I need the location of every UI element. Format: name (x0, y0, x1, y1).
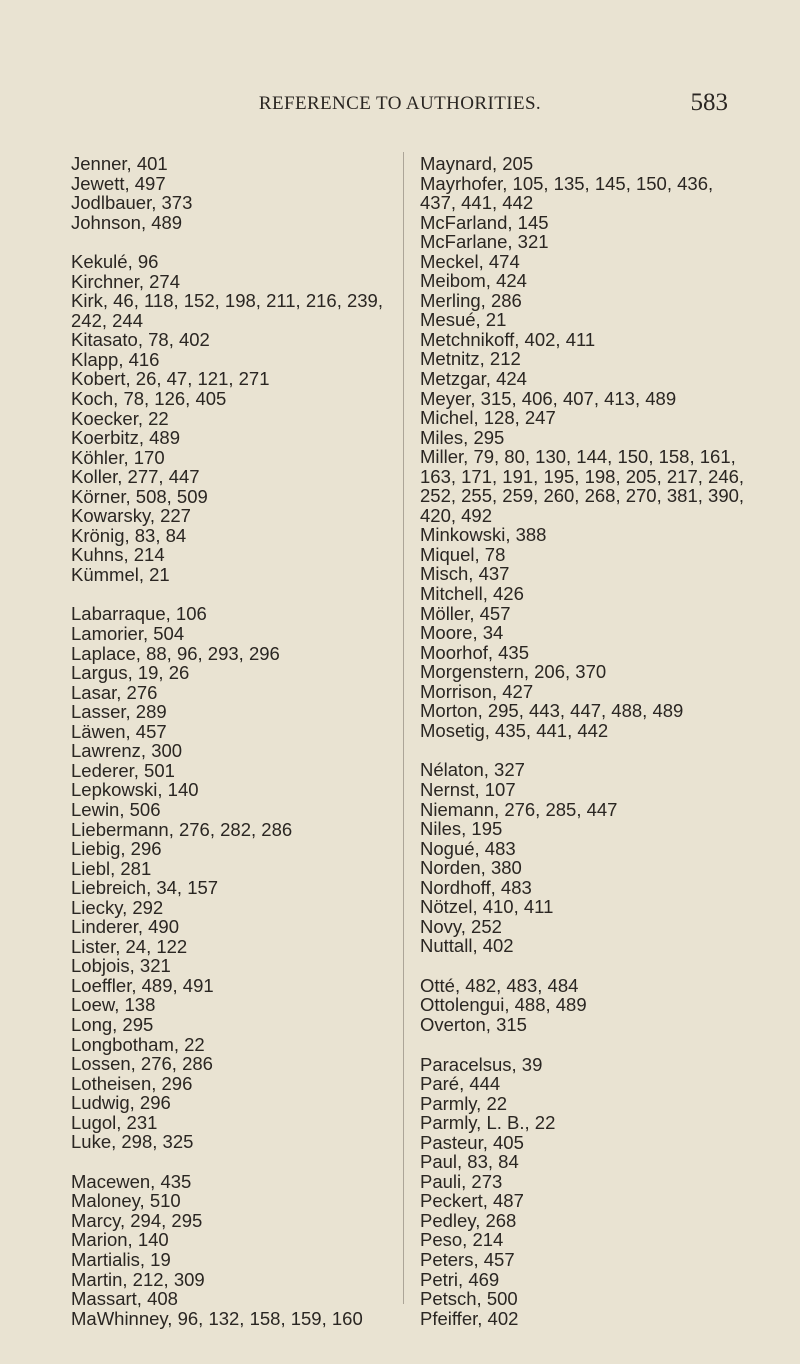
index-entry-text: Paré, 444 (420, 1073, 501, 1095)
index-entry-text: Labarraque, 106 (71, 603, 207, 625)
index-entry-text: Nordhoff, 483 (420, 876, 532, 898)
index-entry (71, 663, 396, 683)
index-entry (420, 780, 750, 800)
index-entry-text: Loeffler, 489, 491 (71, 974, 214, 996)
index-entry (71, 956, 396, 976)
index-entry-text: Parmly, 22 (420, 1092, 508, 1114)
index-entry-text: Kirk, 46, 118, 152, 198, 211, 216, 239, (71, 290, 383, 312)
index-entry-text: Metzgar, 424 (420, 368, 527, 390)
index-entry (71, 487, 396, 507)
index-entry-text: Pfeiffer, 402 (420, 1307, 519, 1329)
index-entry (420, 800, 750, 820)
index-entry-text: Jodlbauer, 373 (71, 192, 193, 214)
index-entry (420, 1074, 750, 1094)
index-entry-text: Johnson, 489 (71, 211, 183, 233)
index-entry-text: Jenner, 401 (71, 153, 168, 174)
index-entry-continuation: 437, 441, 442 (420, 192, 534, 214)
index-entry-text: Liebig, 296 (71, 838, 162, 860)
index-entry-text: Meyer, 315, 406, 407, 413, 489 (420, 387, 677, 409)
index-entry (420, 623, 750, 643)
index-entry-text: Meckel, 474 (420, 250, 520, 272)
index-entry (420, 1250, 750, 1270)
index-entry-text: Miller, 79, 80, 130, 144, 150, 158, 161, (420, 446, 736, 468)
index-entry-text: Liebermann, 276, 282, 286 (71, 818, 293, 840)
index-entry-text: Lotheisen, 296 (71, 1072, 193, 1094)
index-entry (71, 1093, 396, 1113)
index-entry-continuation: 242, 244 (71, 309, 144, 331)
index-entry (420, 310, 750, 330)
index-entry-text: Novy, 252 (420, 915, 502, 937)
index-entry-text: Läwen, 457 (71, 720, 167, 742)
index-entry-text: Mitchell, 426 (420, 583, 524, 605)
index-entry-text: Moorhof, 435 (420, 641, 530, 663)
index-entry-text: MaWhinney, 96, 132, 158, 159, 160 (71, 1307, 363, 1329)
index-entry (420, 643, 750, 663)
index-entry (420, 878, 750, 898)
index-entry (420, 701, 750, 721)
index-entry (420, 1152, 750, 1172)
index-entry-text: Kümmel, 21 (71, 563, 170, 585)
index-entry (71, 761, 396, 781)
index-entry (420, 721, 750, 741)
index-entry (420, 662, 750, 682)
index-entry-text: Laplace, 88, 96, 293, 296 (71, 642, 280, 664)
index-entry (420, 1113, 750, 1133)
index-entry-text: McFarland, 145 (420, 211, 549, 233)
index-entry (420, 1289, 750, 1309)
section-gap (420, 1035, 750, 1055)
index-entry-text: Peckert, 487 (420, 1190, 524, 1212)
index-entry-text: Longbotham, 22 (71, 1033, 205, 1055)
running-head: REFERENCE TO AUTHORITIES. (258, 93, 542, 114)
index-entry (71, 976, 396, 996)
index-entry (71, 252, 396, 272)
index-entry-text: Kirchner, 274 (71, 270, 181, 292)
index-entry (420, 995, 750, 1015)
index-entry-text: Michel, 128, 247 (420, 407, 556, 429)
index-entry (420, 1270, 750, 1290)
index-entry-text: Martialis, 19 (71, 1248, 171, 1270)
section-gap (71, 232, 396, 252)
index-entry (420, 839, 750, 859)
index-entry (420, 349, 750, 369)
index-entry-text: Nernst, 107 (420, 778, 516, 800)
index-entry (420, 819, 750, 839)
index-entry-text: Körner, 508, 509 (71, 485, 208, 507)
index-entry-continuation: 163, 171, 191, 195, 198, 205, 217, 246, (420, 465, 745, 487)
index-entry-text: Pedley, 268 (420, 1209, 517, 1231)
index-entry-text: Lawrenz, 300 (71, 740, 183, 762)
index-entry (71, 1074, 396, 1094)
index-entry (71, 389, 396, 409)
index-entry (71, 1054, 396, 1074)
index-entry (420, 213, 750, 233)
index-entry-text: Köhler, 170 (71, 446, 165, 468)
index-entry-text: Misch, 437 (420, 563, 510, 585)
index-entry-text: Peso, 214 (420, 1229, 504, 1251)
index-entry-text: Miles, 295 (420, 426, 505, 448)
index-entry-text: Overton, 315 (420, 1013, 527, 1035)
index-entry (71, 1113, 396, 1133)
index-entry (420, 1055, 750, 1075)
index-entry-text: Petri, 469 (420, 1268, 500, 1290)
index-entry-text: Lamorier, 504 (71, 623, 185, 645)
index-entry (420, 271, 750, 291)
index-entry-text: Möller, 457 (420, 602, 511, 624)
index-entry-text: Liecky, 292 (71, 896, 164, 918)
index-entry (420, 936, 750, 956)
column-divider (403, 152, 404, 1304)
index-entry-text: Lepkowski, 140 (71, 779, 199, 801)
index-entry-text: Lasser, 289 (71, 701, 167, 723)
index-entry (71, 174, 396, 194)
index-entry (71, 839, 396, 859)
index-entry-text: Kekulé, 96 (71, 251, 159, 273)
index-entry (71, 741, 396, 761)
index-entry (71, 428, 396, 448)
index-entry (420, 252, 750, 272)
index-entry (71, 1191, 396, 1211)
index-entry-text: Parmly, L. B., 22 (420, 1112, 556, 1134)
index-entry (420, 1133, 750, 1153)
index-entry-text: Maloney, 510 (71, 1190, 181, 1212)
index-entry-text: Marcy, 294, 295 (71, 1209, 203, 1231)
index-entry (71, 409, 396, 429)
index-entry-text: Merling, 286 (420, 289, 522, 311)
index-entry-text: Liebl, 281 (71, 857, 152, 879)
index-entry (71, 820, 396, 840)
index-entry (420, 1094, 750, 1114)
index-entry-text: Ludwig, 296 (71, 1092, 171, 1114)
index-entry (71, 1132, 396, 1152)
index-entry (420, 545, 750, 565)
index-entry-text: Lewin, 506 (71, 798, 161, 820)
index-entry (71, 859, 396, 879)
index-entry-text: Metchnikoff, 402, 411 (420, 328, 596, 350)
index-entry-text: Niles, 195 (420, 818, 503, 840)
index-entry-text: Maynard, 205 (420, 153, 534, 174)
index-entry (420, 1230, 750, 1250)
index-entry (71, 330, 396, 350)
index-entry (71, 467, 396, 487)
index-entry-text: Long, 295 (71, 1013, 154, 1035)
index-entry (420, 525, 750, 545)
index-entry-text: Paul, 83, 84 (420, 1151, 519, 1173)
section-gap (71, 584, 396, 604)
index-entry (71, 995, 396, 1015)
index-entry (71, 369, 396, 389)
index-entry (71, 604, 396, 624)
index-entry (71, 917, 396, 937)
index-entry-text: Martin, 212, 309 (71, 1268, 205, 1290)
index-entry-text: Largus, 19, 26 (71, 662, 190, 684)
index-entry (71, 213, 396, 233)
index-entry (420, 976, 750, 996)
index-entry (71, 193, 396, 213)
index-entry (420, 389, 750, 409)
index-entry-text: Petsch, 500 (420, 1288, 518, 1310)
index-column-right (420, 154, 750, 1328)
index-entry-text: Lugol, 231 (71, 1111, 158, 1133)
index-entry (420, 917, 750, 937)
index-entry (71, 1289, 396, 1309)
index-entry (71, 1015, 396, 1035)
index-entry-text: Miquel, 78 (420, 543, 506, 565)
index-entry-text: Massart, 408 (71, 1288, 178, 1310)
index-entry (420, 174, 750, 213)
index-entry-text: Luke, 298, 325 (71, 1131, 194, 1153)
section-gap (420, 740, 750, 760)
index-entry-text: Moore, 34 (420, 622, 504, 644)
index-entry (71, 1270, 396, 1290)
index-entry-text: Linderer, 490 (71, 916, 180, 938)
index-entry (71, 683, 396, 703)
index-entry (71, 272, 396, 292)
index-entry (71, 878, 396, 898)
section-gap (420, 956, 750, 976)
index-entry-text: Nötzel, 410, 411 (420, 896, 554, 918)
index-entry-text: Liebreich, 34, 157 (71, 877, 219, 899)
index-entry (420, 428, 750, 448)
index-entry-text: Nuttall, 402 (420, 935, 514, 957)
index-entry (71, 1230, 396, 1250)
index-entry (71, 154, 396, 174)
index-entry (71, 545, 396, 565)
index-column-left (71, 154, 396, 1328)
index-entry-continuation: 252, 255, 259, 260, 268, 270, 381, 390, (420, 485, 745, 507)
index-entry (71, 350, 396, 370)
index-entry-text: Klapp, 416 (71, 348, 160, 370)
index-entry (71, 722, 396, 742)
index-entry (420, 369, 750, 389)
index-entry-text: Koecker, 22 (71, 407, 169, 429)
index-entry (71, 526, 396, 546)
index-entry (71, 898, 396, 918)
index-entry (420, 1211, 750, 1231)
index-entry-text: Jewett, 497 (71, 172, 166, 194)
index-entry-text: Kobert, 26, 47, 121, 271 (71, 368, 270, 390)
index-entry-text: Minkowski, 388 (420, 524, 547, 546)
index-entry (420, 584, 750, 604)
index-entry (420, 1172, 750, 1192)
index-entry (71, 624, 396, 644)
index-entry (420, 897, 750, 917)
index-entry-text: Mosetig, 435, 441, 442 (420, 719, 609, 741)
index-entry-text: Kowarsky, 227 (71, 505, 191, 527)
index-entry (71, 644, 396, 664)
index-entry-text: Peters, 457 (420, 1248, 515, 1270)
section-gap (71, 1152, 396, 1172)
index-entry (420, 447, 750, 525)
index-entry-text: Koller, 277, 447 (71, 466, 200, 488)
index-entry (71, 1035, 396, 1055)
index-entry (71, 565, 396, 585)
index-entry-text: Lobjois, 321 (71, 955, 171, 977)
index-entry (420, 564, 750, 584)
index-entry (71, 780, 396, 800)
index-entry (71, 1250, 396, 1270)
index-entry (71, 1172, 396, 1192)
index-entry-text: Lasar, 276 (71, 681, 158, 703)
index-entry-text: Ottolengui, 488, 489 (420, 994, 587, 1016)
index-entry-text: Metnitz, 212 (420, 348, 521, 370)
index-entry (71, 1211, 396, 1231)
index-entry (420, 858, 750, 878)
index-entry-text: Kuhns, 214 (71, 544, 165, 566)
index-entry-text: Koerbitz, 489 (71, 427, 181, 449)
index-entry (420, 604, 750, 624)
index-entry-text: Lister, 24, 122 (71, 935, 188, 957)
index-entry (71, 448, 396, 468)
index-entry-text: Mesué, 21 (420, 309, 507, 331)
index-entry (420, 330, 750, 350)
index-entry-text: Lederer, 501 (71, 759, 175, 781)
index-entry-text: Lossen, 276, 286 (71, 1053, 213, 1075)
index-entry (71, 702, 396, 722)
index-entry-text: Norden, 380 (420, 857, 522, 879)
index-entry-text: Otté, 482, 483, 484 (420, 974, 579, 996)
index-entry-text: Koch, 78, 126, 405 (71, 388, 227, 410)
index-entry (71, 800, 396, 820)
index-entry-text: Morrison, 427 (420, 680, 534, 702)
index-entry (420, 1191, 750, 1211)
index-entry-text: Morton, 295, 443, 447, 488, 489 (420, 700, 684, 722)
index-entry (420, 232, 750, 252)
index-entry-text: Paracelsus, 39 (420, 1053, 543, 1075)
index-entry (420, 291, 750, 311)
index-entry (420, 760, 750, 780)
index-entry-text: Nélaton, 327 (420, 759, 525, 781)
page-number: 583 (690, 89, 728, 116)
index-entry (420, 1015, 750, 1035)
index-entry (420, 154, 750, 174)
index-entry (71, 291, 396, 330)
index-entry (71, 506, 396, 526)
index-entry-text: Meibom, 424 (420, 270, 527, 292)
index-entry (420, 408, 750, 428)
index-entry-text: Pasteur, 405 (420, 1131, 524, 1153)
index-entry-text: McFarlane, 321 (420, 231, 549, 253)
index-entry (71, 937, 396, 957)
index-entry-text: Morgenstern, 206, 370 (420, 661, 607, 683)
index-entry (420, 682, 750, 702)
index-entry (71, 1309, 396, 1329)
index-entry-text: Krönig, 83, 84 (71, 524, 187, 546)
index-entry-text: Pauli, 273 (420, 1170, 503, 1192)
index-entry-text: Mayrhofer, 105, 135, 145, 150, 436, (420, 172, 714, 194)
index-entry (420, 1309, 750, 1329)
index-entry-text: Nogué, 483 (420, 837, 516, 859)
index-entry-text: Marion, 140 (71, 1229, 169, 1251)
index-entry-text: Macewen, 435 (71, 1170, 192, 1192)
index-entry-text: Niemann, 276, 285, 447 (420, 798, 618, 820)
index-entry-text: Loew, 138 (71, 994, 156, 1016)
index-entry-continuation: 420, 492 (420, 504, 493, 526)
page-header (0, 89, 800, 123)
index-entry-text: Kitasato, 78, 402 (71, 329, 210, 351)
